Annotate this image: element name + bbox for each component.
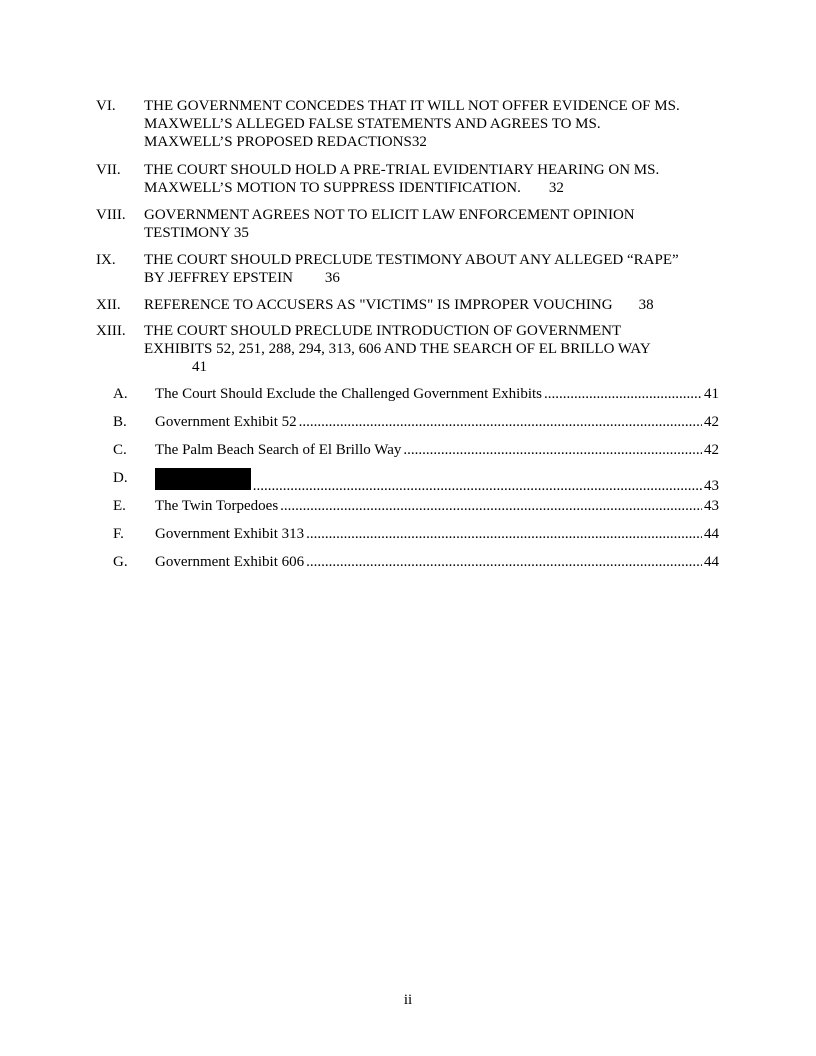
- toc-subentry-page: 44: [704, 554, 719, 570]
- toc-subentry-letter: E.: [113, 498, 126, 514]
- toc-subentry-title: Government Exhibit 606: [155, 554, 305, 570]
- toc-subentry-a[interactable]: [113, 384, 719, 404]
- toc-entry-line: MAXWELL’S PROPOSED REDACTIONS32: [144, 134, 427, 150]
- dot-leader: [253, 476, 702, 496]
- toc-entry-title: [144, 161, 724, 197]
- toc-subentry-g[interactable]: [113, 552, 719, 572]
- toc-entry-title: [144, 296, 724, 314]
- toc-entry-xiii[interactable]: [96, 322, 724, 376]
- dot-leader: [403, 440, 702, 460]
- toc-entry-page: 41: [192, 359, 207, 375]
- toc-subentry-c[interactable]: [113, 440, 719, 460]
- toc-entry-line: THE GOVERNMENT CONCEDES THAT IT WILL NOT OFFER EVIDENCE OF MS.: [144, 98, 680, 114]
- redaction-block: [155, 468, 251, 490]
- toc-entry-title: [144, 251, 724, 287]
- toc-subentry-e[interactable]: [113, 496, 719, 516]
- toc-subentry-page: 44: [704, 526, 719, 542]
- toc-subentry-page: 42: [704, 414, 719, 430]
- toc-entry-vii[interactable]: [96, 161, 724, 197]
- toc-entry-number: IX.: [96, 252, 116, 268]
- toc-entry-page: 36: [324, 270, 340, 286]
- page-number: ii: [403, 992, 413, 1008]
- toc-entry-line: THE COURT SHOULD PRECLUDE INTRODUCTION OF GOVERNMENT: [144, 323, 622, 339]
- toc-subentry-letter: F.: [113, 526, 124, 542]
- toc-entry-line: GOVERNMENT AGREES NOT TO ELICIT LAW ENFORCEMENT OPINION: [144, 207, 635, 223]
- toc-entry-line: REFERENCE TO ACCUSERS AS "VICTIMS" IS IMPROPER VOUCHING 38: [144, 297, 654, 313]
- toc-entry-line: BY JEFFREY EPSTEIN 36: [144, 270, 340, 286]
- toc-entry-page: 32: [548, 180, 564, 196]
- toc-entry-number: XII.: [96, 297, 121, 313]
- toc-entry-xii[interactable]: [96, 296, 724, 314]
- toc-entry-number: VI.: [96, 98, 116, 114]
- toc-entry-title: [144, 97, 724, 151]
- toc-subentry-page: 43: [704, 498, 719, 514]
- toc-subentry-title: Government Exhibit 52: [155, 414, 297, 430]
- toc-entry-title: [144, 322, 724, 376]
- dot-leader: [544, 384, 702, 404]
- toc-subentry-title: Government Exhibit 313: [155, 526, 305, 542]
- dot-leader: [306, 524, 702, 544]
- dot-leader: [280, 496, 702, 516]
- toc-entry-line: TESTIMONY 35: [144, 225, 249, 241]
- toc-entry-ix[interactable]: [96, 251, 724, 287]
- dot-leader: [299, 412, 702, 432]
- toc-entry-line: MAXWELL’S ALLEGED FALSE STATEMENTS AND AGREES TO MS.: [144, 116, 601, 132]
- toc-entry-page: 38: [638, 297, 654, 313]
- toc-entry-page: 35: [233, 225, 249, 241]
- toc-subentry-letter: A.: [113, 386, 128, 402]
- toc-subentry-letter: C.: [113, 442, 127, 458]
- toc-entry-line: THE COURT SHOULD PRECLUDE TESTIMONY ABOUT ANY ALLEGED “RAPE”: [144, 252, 679, 268]
- toc-entry-line: EXHIBITS 52, 251, 288, 294, 313, 606 AND THE SEARCH OF EL BRILLO WAY: [144, 341, 651, 357]
- toc-entry-page: 32: [411, 134, 427, 150]
- toc-subentry-letter: G.: [113, 554, 128, 570]
- toc-subentry-page: 41: [704, 386, 719, 402]
- toc-entry-line: THE COURT SHOULD HOLD A PRE-TRIAL EVIDENTIARY HEARING ON MS.: [144, 162, 660, 178]
- toc-entry-number: VIII.: [96, 207, 126, 223]
- toc-entry-viii[interactable]: [96, 206, 724, 242]
- toc-subentry-title: The Palm Beach Search of El Brillo Way: [155, 442, 402, 458]
- toc-entry-vi[interactable]: [96, 97, 724, 151]
- toc-entry-number: XIII.: [96, 323, 126, 339]
- toc-subentry-letter: D.: [113, 470, 128, 486]
- toc-subentry-page: 43: [704, 478, 719, 494]
- toc-subentry-page: 42: [704, 442, 719, 458]
- toc-subentry-b[interactable]: [113, 412, 719, 432]
- toc-subentry-title: The Court Should Exclude the Challenged Government Exhibits: [155, 386, 543, 402]
- toc-entry-number: VII.: [96, 162, 121, 178]
- toc-subentry-title: The Twin Torpedoes: [155, 498, 279, 514]
- toc-subentry-d[interactable]: [113, 468, 719, 494]
- toc-entry-title: [144, 206, 724, 242]
- toc-subentry-f[interactable]: [113, 524, 719, 544]
- toc-subentry-letter: B.: [113, 414, 127, 430]
- dot-leader: [306, 552, 702, 572]
- toc-entry-line: MAXWELL’S MOTION TO SUPPRESS IDENTIFICATION. 32: [144, 180, 564, 196]
